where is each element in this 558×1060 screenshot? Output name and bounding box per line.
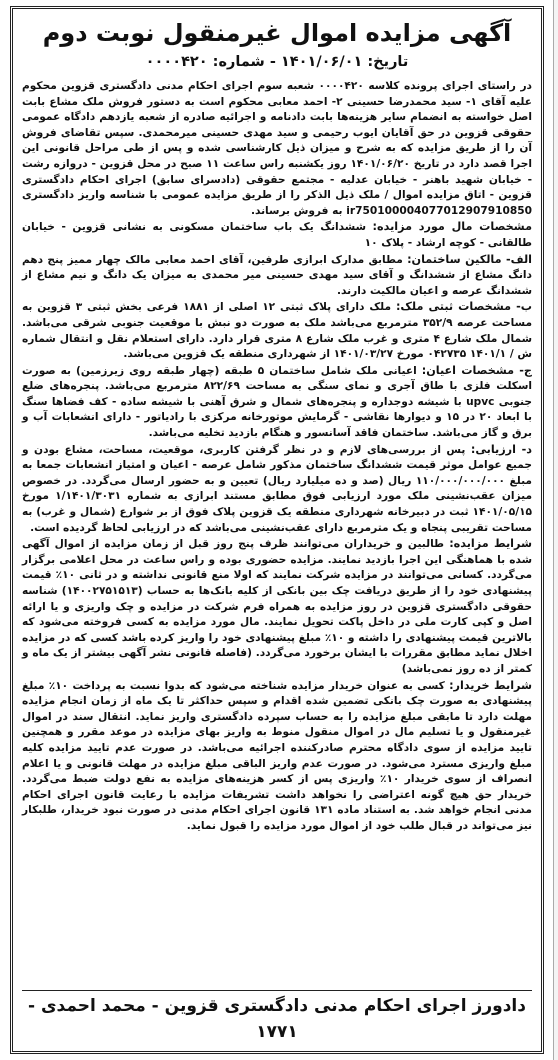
- valuation-heading: د- ارزیابی:: [470, 442, 532, 456]
- intro-text: در راستای اجرای پرونده کلاسه ۰۰۰۰۴۲۰ شعبه سوم اجرای احکام مدنی دادگستری قزوین محکوم علیه آقای ۱- سید محمدرضا حسینی ۲- احمد معابی محکوم است به دستور فروش ملک مشاع بابت اصل خواسته به انضمام سایر هزینه‌ها بابت دادنامه و اجرائیه صادره از شعبه یازدهم دادگاه عمومی حقوقی قزوین در حق آقایان ایوب رحیمی و سید مهدی حسینی میرمحمدی. سپس تقاضای فروش آن را از طریق مزایده که به شرح و میزان ذیل کارشناسی شده و پس از طی مراحل قانونی این اجرا قصد دارد در تاریخ ۱۴۰۱/۰۶/۲۰ روز یکشنبه راس ساعت ۱۱ صبح در محل قزوین - دروازه رشت - خیابان شهید باهنر - خیابان عدلیه - مجتمع حقوقی (دادسرای سابق) اجرای احکام دادگستری قزوین - اتاق مزایده اموال / ملک ذیل الذکر را از طریق مزایده عمومی با شناسه واریز دادگستری ir750100004077012907910850 به فروش برساند.: [22, 80, 532, 217]
- auction-terms-heading: شرایط مزایده:: [449, 537, 532, 551]
- property-specs-paragraph: [22, 219, 532, 251]
- intro-paragraph: [22, 79, 532, 219]
- registration-paragraph: [22, 299, 532, 362]
- property-specs-heading: مشخصات مال مورد مزایده:: [372, 220, 532, 234]
- building-paragraph: [22, 363, 532, 442]
- notice-signature: دادورز اجرای احکام مدنی دادگستری قزوین - محمد احمدی - ۱۷۷۱: [22, 990, 532, 1045]
- buyer-terms-paragraph: [22, 678, 532, 835]
- registration-text: ملک دارای پلاک ثبتی ۱۲ اصلی از ۱۸۸۱ فرعی بخش ثبتی ۳ قزوین به مساحت عرصه ۳۵۲/۹ مترمربع می‌باشد ملک به صورت دو نبش با موقعیت جنوبی شرقی می‌باشد. شمال ملک شارع ۴ متری و غرب ملک شارع ۸ متری قرار دارد. دارای استعلام نقل و انتقال شماره ش / ۱۴۰۱/۱ ۰۴۲۷۳۵ مورخ ۱۴۰۱/۰۳/۲۷ از شهرداری منطقه یک قزوین می‌باشد.: [22, 301, 532, 361]
- building-heading: ج- مشخصات اعیان:: [421, 363, 532, 377]
- auction-terms-paragraph: [22, 536, 532, 677]
- auction-terms-text: طالبین و خریداران می‌توانند ظرف پنج روز قبل از زمان مزایده از اموال آگهی شده با هماهنگی این اجرا بازدید نمایند. مزایده حضوری بوده و راس ساعت در محل اعلامی برگزار می‌گردد. کسانی می‌توانند در مزایده شرکت نمایند که اولا منع قانونی نداشته و در ثانی ۱۰٪ قیمت پیشنهادی خود را از طریق دریافت چک بین بانکی از کلیه بانک‌ها به حساب (۱۴۰۰۲۷۵۱۵۱۳) شناسه حقوقی دادگستری قزوین در روز مزایده به همراه فرم شرکت در مزایده و چک واریزی و یا ارائه اصل و کپی کارت ملی در داخل پاکت تحویل نمایند. مال مورد مزایده به کسی فروخته می‌شود که بالاترین قیمت پیشنهادی را داشته و ۱۰٪ مبلغ پیشنهادی خود را واریز کرده باشد کسی که در مزایده اخلال نماید مطابق مقررات با ایشان برخورد می‌گردد. (فاصله قانونی نشر آگهی بیشتر از یک ماه و کمتر از ده روز نمی‌باشد): [22, 538, 532, 675]
- valuation-paragraph: [22, 442, 532, 537]
- buyer-terms-heading: شرایط خریدار:: [449, 678, 532, 692]
- building-text: اعیانی ملک شامل ساختمان ۵ طبقه (چهار طبقه روی زیرزمین) به صورت اسکلت فلزی با طاق آجری و نمای سنگی به مساحت ۸۲۲/۶۹ مترمربع می‌باشد. پنجره‌های ضلع جنوبی upvc با شیشه دوجداره و پنجره‌های شمال و شرق آهنی با شیشه ساده - کف فضاها سنگ با ابعاد ۲۰ در ۱۵ و دیوارها نقاشی - گرمایش موتورخانه مرکزی با رادیاتور - دارای انشعابات آب و برق و گاز می‌باشد. ساختمان فاقد آسانسور و هنگام بازدید تخلیه می‌باشد.: [22, 364, 532, 440]
- owners-text: مطابق مدارک ابرازی طرفین، آقای احمد معابی مالک چهار ممیز پنج دهم دانگ مشاع از ششدانگ و آقای سید مهدی حسینی میر محمدی به میزان یک دانگ و نیم مشاع از ششدانگ عرصه و اعیان مالکیت دارند.: [22, 253, 532, 297]
- auction-notice: [10, 6, 544, 1054]
- notice-body: [22, 79, 532, 835]
- adjacent-page-edge: [553, 0, 558, 1060]
- registration-heading: ب- مشخصات ثبتی ملک:: [395, 300, 532, 314]
- owners-paragraph: [22, 252, 532, 300]
- buyer-terms-text: کسی به عنوان خریدار مزایده شناخته می‌شود که بدوا نسبت به پرداخت ۱۰٪ مبلغ پیشنهادی به صورت چک بانکی تضمین شده اقدام و سپس حداکثر تا یک ماه از زمان انجام مزایده مهلت دارد تا مابقی مبلغ مزایده را به حساب سپرده دادگستری واریز نماید. انتقال سند در اموال غیرمنقول و یا تسلیم مال در اموال منقول منوط به واریز بهای مزایده در موعد مقرر و همچنین تایید مزایده از سوی دادگاه محترم صادرکننده اجرائیه می‌باشد. در صورت عدم تایید مزایده کلیه مبلغ واریزی مسترد می‌شود. در صورت عدم واریز الباقی مبلغ مزایده در مهلت قانونی و یا اعلام انصراف از سوی خریدار ۱۰٪ واریزی پس از کسر هزینه‌های مزایده به نفع دولت ضبط می‌گردد. خریدار حق هیچ گونه اعتراضی را نخواهد داشت تشریفات مزایده با رعایت قانون اجرای احکام مدنی انجام خواهد شد. به استناد ماده ۱۳۱ قانون اجرای احکام مدنی در صورت نبود خریدار، طلبکار نیز می‌تواند در قبال طلب خود از اموال مورد مزایده را قبول نماید.: [22, 679, 532, 832]
- owners-heading: الف- مالکین ساختمان:: [407, 252, 532, 266]
- notice-title: آگهی مزایده اموال غیرمنقول نوبت دوم: [42, 19, 512, 47]
- notice-date-number: تاریخ: ۱۴۰۱/۰۶/۰۱ - شماره: ۰۰۰۰۴۲۰: [145, 54, 409, 70]
- property-specs-text: ششدانگ یک باب ساختمان مسکونی به نشانی قزوین - خیابان طالقانی - کوچه ارشاد - پلاک ۱۰: [22, 221, 532, 249]
- valuation-text: پس از بررسی‌های لازم و در نظر گرفتن کاربری، موقعیت، مساحت، مشاع بودن و جمیع عوامل موثر قیمت ششدانگ ساختمان مذکور شامل عرصه - اعیان و امتیاز انشعابات جمعا به مبلغ ۱۱۰/۰۰۰/۰۰۰/۰۰۰ ریال (صد و ده میلیارد ریال) تعیین و به حضور ارسال می‌گردد. در خصوص میزان عقب‌نشینی ملک مورد ارزیابی فوق مطابق مستند ابرازی به شماره ۱/۱۴۰۱/۳۰۳۱ مورخ ۱۴۰۱/۰۵/۱۵ ثبت در دبیرخانه شهرداری منطقه یک قزوین پلاک فوق از بر شوارع (شمال و غرب) به مساحت تقریبی پنجاه و یک مترمربع دارای عقب‌نشینی می‌باشد که در ارزیابی لحاظ گردیده است.: [22, 443, 533, 534]
